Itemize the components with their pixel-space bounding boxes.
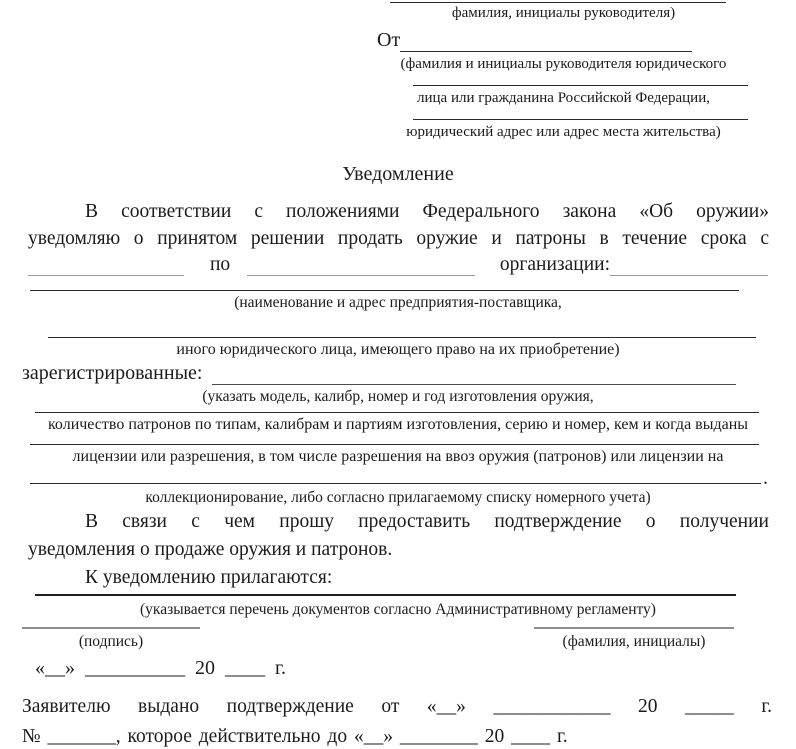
entity-blank-line — [48, 336, 756, 338]
paragraph-request-line2: уведомления о продаже оружия и патронов. — [28, 539, 393, 560]
supplier-blank-line — [30, 289, 739, 291]
footer-block — [22, 692, 772, 749]
license-blank-line — [30, 443, 759, 445]
blank-line-citizen — [413, 85, 748, 86]
signature-blank-line — [22, 627, 200, 629]
collection-blank-line — [30, 483, 761, 484]
caption-attachments: (указывается перечень документов согласно Административному регламенту) — [140, 601, 656, 618]
registered-row — [22, 359, 736, 385]
attachments-blank-line — [35, 593, 736, 596]
paragraph-intro-line1: В соответствии с положениями Федерального закона «Об оружии» — [85, 201, 769, 222]
date-from-blank — [28, 254, 184, 276]
caption-weapon-model: (указать модель, калибр, номер и год изготовления оружия, — [202, 388, 594, 405]
caption-citizen: лица или гражданина Российской Федерации, — [417, 90, 710, 106]
name-column — [534, 627, 734, 651]
registered-label: зарегистрированные: — [22, 362, 203, 384]
attachments-label: К уведомлению прилагаются: — [85, 567, 333, 588]
date-to-blank — [247, 254, 475, 276]
caption-address: юридический адрес или адрес места жительства) — [406, 124, 721, 140]
collection-blank-line-row — [30, 468, 768, 489]
date-line: «__» __________ 20 ____ г. — [35, 657, 286, 679]
dates-organization-row — [28, 252, 768, 276]
caption-other-entity: иного юридического лица, имеющего право на их приобретение) — [176, 341, 620, 358]
from-blank-line — [400, 28, 692, 52]
po-label: по — [210, 254, 231, 275]
caption-license: лицензии или разрешения, в том числе разрешения на ввоз оружия (патронов) или лицензии на — [72, 448, 724, 465]
organization-blank — [610, 254, 768, 276]
addressee-block — [377, 2, 750, 141]
document-title: Уведомление — [342, 163, 454, 185]
organization-label: организации: — [499, 254, 610, 275]
footer-confirmation-line: Заявителю выдано подтверждение от «__» ____________ 20 _____ г. — [22, 696, 772, 717]
registered-blank-line — [212, 361, 736, 385]
name-caption: (фамилия, инициалы) — [562, 633, 706, 650]
blank-line-address — [413, 119, 748, 120]
name-blank-line — [534, 627, 734, 629]
signature-row — [22, 627, 734, 651]
caption-collection: коллекционирование, либо согласно прилагаемому списку номерного учета) — [145, 489, 651, 506]
signature-caption: (подпись) — [78, 633, 144, 650]
signature-column — [22, 627, 200, 651]
from-label: От — [377, 29, 401, 51]
caption-head-of-director: фамилия, инициалы руководителя) — [451, 5, 676, 21]
caption-supplier: (наименование и адрес предприятия-поставщика, — [234, 294, 562, 311]
paragraph-intro-line2: уведомляю о принятом решении продать оружие и патроны в течение срока с — [28, 228, 769, 249]
paragraph-request-line1: В связи с чем прошу предоставить подтверждение о получении — [85, 511, 769, 532]
from-row — [377, 24, 750, 52]
caption-director-name: (фамилия и инициалы руководителя юридического — [400, 56, 727, 72]
line-period: . — [763, 468, 768, 489]
footer-validity-line: № _______, которое действительно до «__» ________ 20 ____ г. — [22, 726, 568, 747]
blank-line-top — [390, 2, 726, 3]
ammo-blank-line — [35, 411, 759, 413]
caption-ammo: количество патронов по типам, калибрам и партиям изготовления, серию и номер, кем и когда выданы — [47, 416, 749, 433]
